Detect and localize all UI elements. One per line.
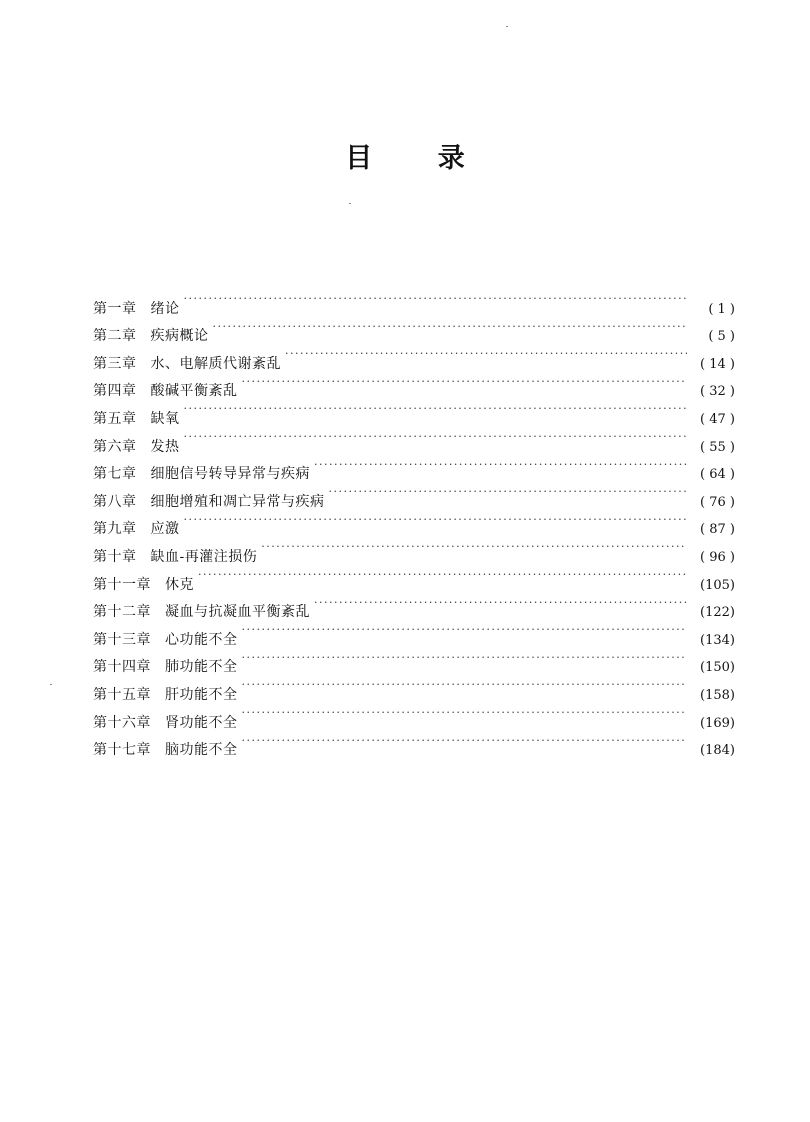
dot-leader <box>242 368 688 396</box>
page-number: (122) <box>700 605 735 621</box>
page-number: (158) <box>700 687 735 703</box>
page-number: ( 55 ) <box>700 439 735 455</box>
chapter-title: 休克 <box>165 576 194 593</box>
chapter-number: 第十二章 <box>93 604 151 621</box>
page-number: ( 64 ) <box>700 467 735 483</box>
chapter-title: 肾功能不全 <box>165 714 238 731</box>
chapter-number: 第七章 <box>93 466 137 483</box>
chapter-title: 肺功能不全 <box>165 659 238 676</box>
dot-leader <box>184 285 688 313</box>
dot-leader <box>184 423 688 451</box>
page-number: ( 87 ) <box>700 522 735 538</box>
chapter-number: 第一章 <box>93 300 137 317</box>
page-number: ( 32 ) <box>700 384 735 400</box>
toc-entry[interactable] <box>93 313 735 345</box>
chapter-title: 疾病概论 <box>150 328 209 345</box>
chapter-title: 应激 <box>150 521 180 538</box>
chapter-title: 肝功能不全 <box>165 686 238 703</box>
dot-leader <box>329 478 688 506</box>
chapter-title: 水、电解质代谢紊乱 <box>150 355 281 372</box>
scan-speck <box>349 203 351 204</box>
dot-leader <box>242 727 688 755</box>
chapter-title: 细胞增殖和凋亡异常与疾病 <box>150 493 325 510</box>
chapter-title: 缺氧 <box>150 410 180 427</box>
chapter-title: 绪论 <box>150 300 180 317</box>
chapter-number: 第三章 <box>93 355 137 372</box>
page-number: (105) <box>700 577 735 593</box>
dot-leader <box>198 561 687 589</box>
page-number: ( 76 ) <box>700 494 735 510</box>
chapter-title: 酸碱平衡紊乱 <box>150 383 238 400</box>
page-number: (134) <box>700 632 735 648</box>
dot-leader <box>184 395 688 423</box>
chapter-number: 第十一章 <box>93 576 151 593</box>
chapter-title: 脑功能不全 <box>165 742 238 759</box>
scan-speck <box>506 26 508 27</box>
dot-leader <box>242 616 688 644</box>
dot-leader <box>314 451 687 479</box>
dot-leader <box>242 671 688 699</box>
chapter-title: 细胞信号转导异常与疾病 <box>150 466 310 483</box>
toc-entry[interactable] <box>93 533 735 565</box>
chapter-title: 发热 <box>150 438 180 455</box>
chapter-number: 第十章 <box>93 548 137 565</box>
page-number: (169) <box>700 715 735 731</box>
chapter-number: 第十五章 <box>93 686 151 703</box>
page-number: ( 14 ) <box>700 356 735 372</box>
page-title: 目 录 <box>345 143 493 174</box>
toc-entry[interactable] <box>93 395 735 427</box>
page-number: ( 5 ) <box>708 329 735 345</box>
chapter-number: 第五章 <box>93 410 137 427</box>
chapter-number: 第二章 <box>93 328 137 345</box>
toc-entry[interactable] <box>93 423 735 455</box>
page-number: ( 47 ) <box>700 411 735 427</box>
dot-leader <box>242 644 688 672</box>
chapter-number: 第四章 <box>93 383 137 400</box>
toc-entry[interactable] <box>93 506 735 538</box>
chapter-number: 第十四章 <box>93 659 151 676</box>
dot-leader <box>261 533 687 561</box>
chapter-number: 第六章 <box>93 438 137 455</box>
chapter-title: 心功能不全 <box>165 631 238 648</box>
chapter-number: 第十三章 <box>93 631 151 648</box>
scan-speck <box>50 684 52 685</box>
chapter-title: 缺血-再灌注损伤 <box>150 548 258 565</box>
toc-entry[interactable] <box>93 285 735 317</box>
page-number: ( 96 ) <box>700 549 735 565</box>
chapter-number: 第十六章 <box>93 714 151 731</box>
chapter-number: 第九章 <box>93 521 137 538</box>
chapter-number: 第八章 <box>93 493 137 510</box>
chapter-title: 凝血与抗凝血平衡紊乱 <box>165 604 310 621</box>
chapter-number: 第十七章 <box>93 742 151 759</box>
toc-entry[interactable] <box>93 451 735 483</box>
page-number: (150) <box>700 660 735 676</box>
dot-leader <box>314 589 687 617</box>
dot-leader <box>213 313 688 341</box>
page-number: (184) <box>700 743 735 759</box>
page-number: ( 1 ) <box>708 301 735 317</box>
dot-leader <box>285 340 687 368</box>
table-of-contents <box>93 285 735 759</box>
dot-leader <box>184 506 688 534</box>
dot-leader <box>242 699 688 727</box>
